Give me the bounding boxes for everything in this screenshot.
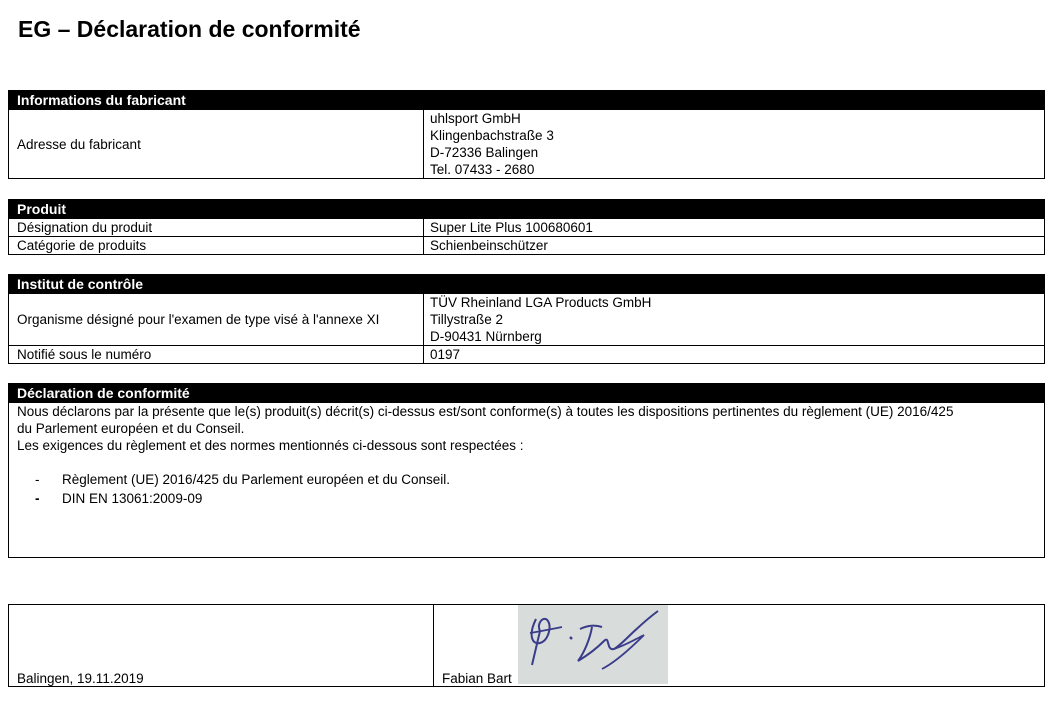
declaration-line: Les exigences du règlement et des normes mentionnés ci-dessous sont respectées : bbox=[17, 438, 524, 453]
standards-list bbox=[9, 470, 1044, 508]
manufacturer-address bbox=[424, 110, 1044, 178]
list-item bbox=[9, 470, 1044, 489]
address-line: D-72336 Balingen bbox=[430, 145, 539, 160]
product-category-label: Catégorie de produits bbox=[9, 237, 424, 254]
page-title: EG – Déclaration de conformité bbox=[18, 16, 361, 42]
declaration-section bbox=[8, 383, 1045, 558]
product-designation-label: Désignation du produit bbox=[9, 219, 424, 236]
declaration-paragraph bbox=[9, 403, 1044, 454]
signer-name: Fabian Bart bbox=[442, 671, 512, 686]
notified-label: Notifié sous le numéro bbox=[9, 346, 424, 363]
product-section bbox=[8, 199, 1045, 255]
list-dash: - bbox=[35, 491, 40, 506]
product-designation-value: Super Lite Plus 100680601 bbox=[430, 220, 593, 235]
notified-value: 0197 bbox=[430, 347, 461, 362]
list-item-text: Règlement (UE) 2016/425 du Parlement européen et du Conseil. bbox=[62, 472, 450, 487]
list-item-text: DIN EN 13061:2009-09 bbox=[62, 491, 203, 506]
product-category-value: Schienbeinschützer bbox=[430, 238, 548, 253]
product-row bbox=[9, 236, 1044, 254]
address-line: uhlsport GmbH bbox=[430, 111, 521, 126]
institute-label: Organisme désigné pour l'examen de type visé à l'annexe XI bbox=[9, 294, 424, 345]
address-line: Klingenbachstraße 3 bbox=[430, 128, 554, 143]
declaration-line: du Parlement européen et du Conseil. bbox=[17, 421, 245, 436]
product-row bbox=[9, 219, 1044, 236]
signer-cell bbox=[434, 605, 1044, 686]
address-line: TÜV Rheinland LGA Products GmbH bbox=[430, 295, 652, 310]
list-item bbox=[9, 489, 1044, 508]
notified-row bbox=[9, 345, 1044, 363]
place-date: Balingen, 19.11.2019 bbox=[17, 671, 144, 686]
manufacturer-label: Adresse du fabricant bbox=[9, 110, 424, 178]
product-heading: Produit bbox=[9, 200, 1044, 219]
signature-image bbox=[518, 605, 668, 684]
institute-row bbox=[9, 294, 1044, 345]
manufacturer-row bbox=[9, 110, 1044, 178]
manufacturer-section bbox=[8, 90, 1045, 179]
signature-section bbox=[8, 604, 1045, 687]
institute-heading: Institut de contrôle bbox=[9, 275, 1044, 294]
address-line: Tillystraße 2 bbox=[430, 312, 504, 327]
institute-section bbox=[8, 274, 1045, 364]
signature-scribble bbox=[518, 605, 668, 684]
address-line: Tel. 07433 - 2680 bbox=[430, 162, 535, 177]
place-date-cell bbox=[9, 605, 434, 686]
manufacturer-heading: Informations du fabricant bbox=[9, 91, 1044, 110]
address-line: D-90431 Nürnberg bbox=[430, 329, 542, 344]
list-dash: - bbox=[35, 472, 40, 487]
declaration-line: Nous déclarons par la présente que le(s) produit(s) décrit(s) ci-dessus est/sont conforme(s) à toutes les dispositions pertinentes du règlement (UE) 2016/425 bbox=[17, 404, 954, 419]
declaration-heading: Déclaration de conformité bbox=[9, 384, 1044, 403]
institute-address bbox=[424, 294, 1044, 345]
